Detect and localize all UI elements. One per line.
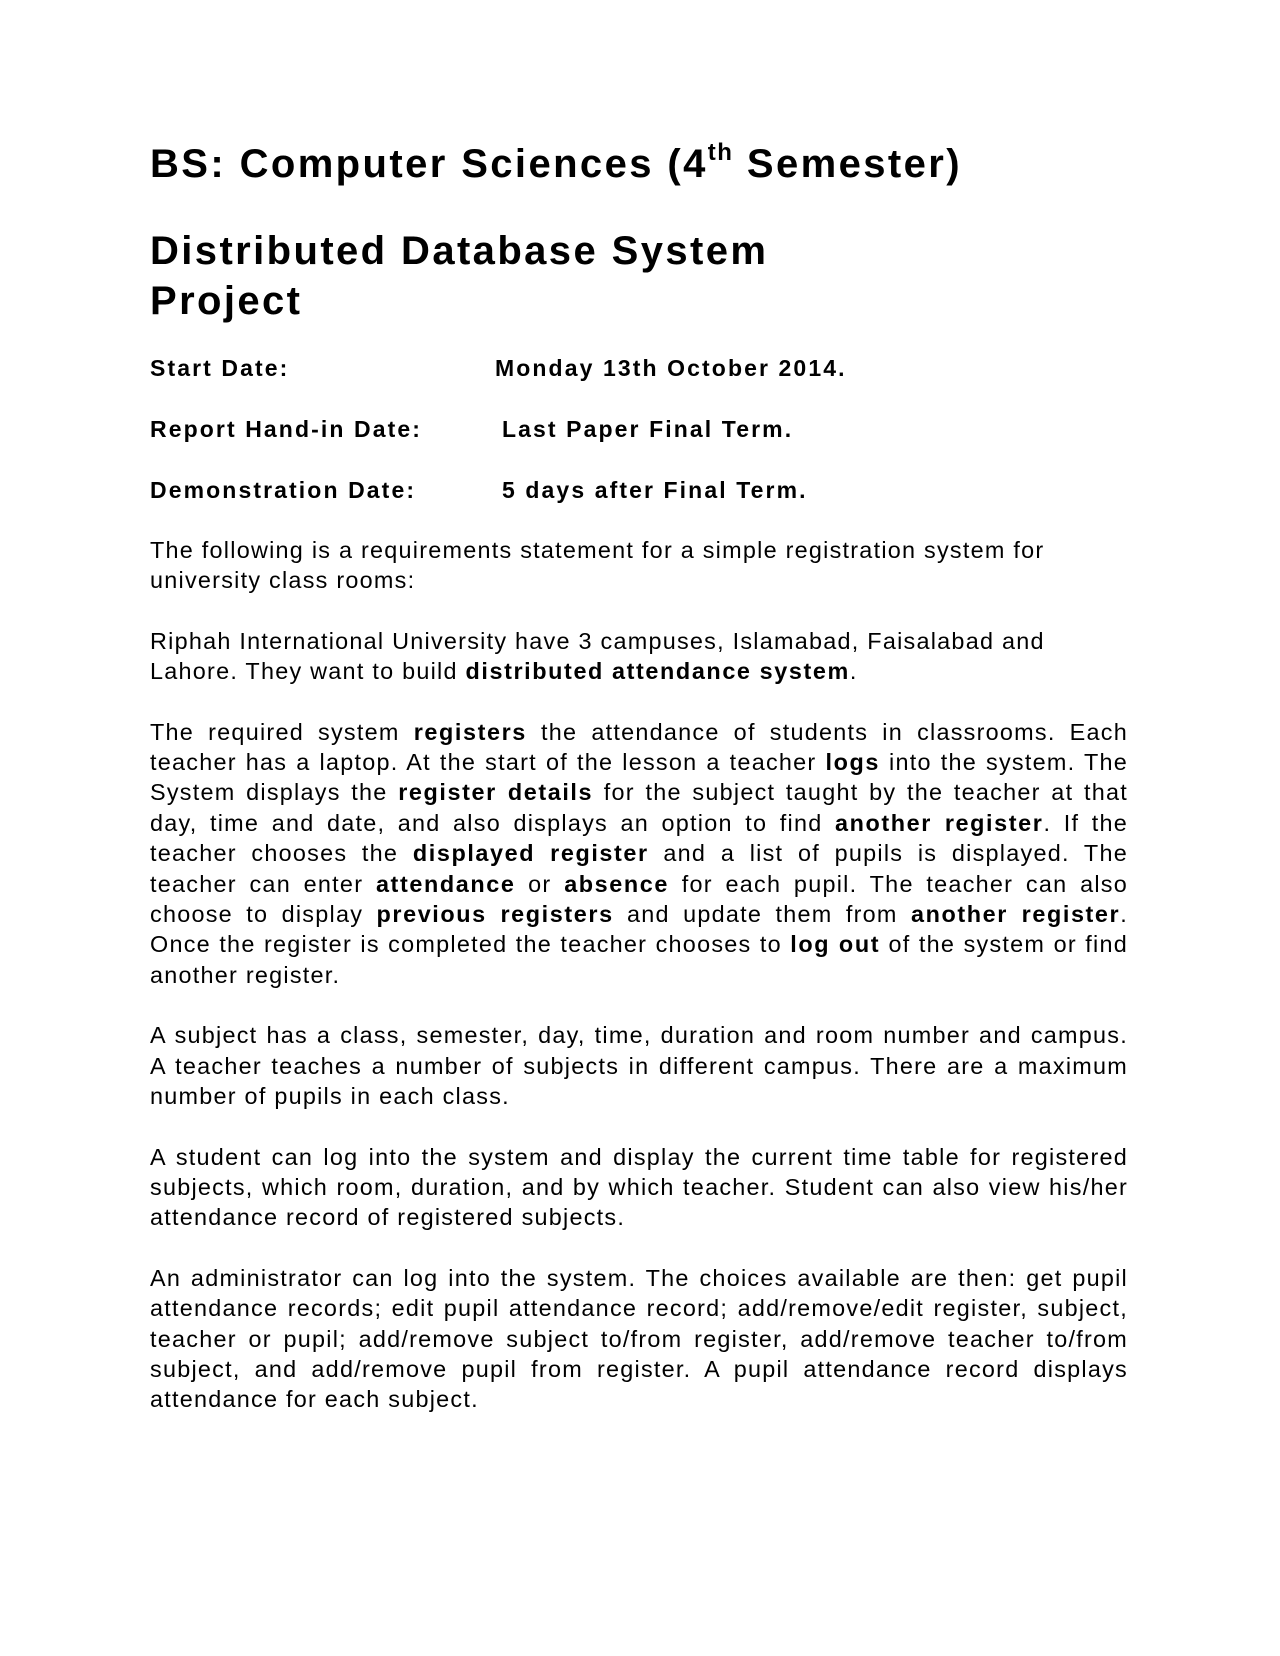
system-bold-8: previous registers xyxy=(376,901,614,928)
system-text-10: . Once the register is completed the teacher chooses to xyxy=(150,901,1128,958)
admin-paragraph: An administrator can log into the system. The choices available are then: get pupil attendance records; edit pupil attendance record; add/remove/edit register, subject, teacher or pupil; add/remove subject to/from register, add/remove teacher to/from subject, and add/remove pupil from register. A pupil attendance record displays attendance for each subject. xyxy=(150,1264,1128,1413)
system-text-4: for the subject taught by the teacher at that day, time and date, and also displays an option to find xyxy=(150,779,1128,836)
title-superscript: th xyxy=(707,139,734,166)
student-paragraph: A student can log into the system and display the current time table for registered subjects, which room, duration, and by which teacher. Student can also view his/her attendance record of registered subjects. xyxy=(150,1143,1128,1231)
report-date-row xyxy=(150,413,1128,445)
system-paragraph xyxy=(150,717,1128,991)
document-title xyxy=(150,138,1128,190)
start-date-label: Start Date: xyxy=(150,355,290,381)
riphah-text-1: Riphah International University have 3 campuses, Islamabad, Faisalabad and Lahore. They want to build xyxy=(150,627,1045,685)
report-date-value: Last Paper Final Term. xyxy=(502,416,794,442)
report-date-label: Report Hand-in Date: xyxy=(150,416,422,442)
system-text-5: . If the teacher chooses the xyxy=(150,809,1129,867)
system-bold-6: attendance xyxy=(375,870,516,897)
system-bold-2: logs xyxy=(825,749,880,776)
intro-paragraph: The following is a requirements statement for a simple registration system for university class rooms: xyxy=(150,537,1045,594)
system-bold-4: another register xyxy=(835,809,1044,836)
start-date-value: Monday 13th October 2014. xyxy=(495,355,847,381)
system-text-1: The required system xyxy=(150,718,414,745)
title-end: Semester) xyxy=(733,142,962,186)
system-bold-10: log out xyxy=(790,931,881,958)
subtitle-line-2: Project xyxy=(150,279,303,323)
subject-paragraph: A subject has a class, semester, day, time, duration and room number and campus. A teacher teaches a number of subjects in different campus. There are a maximum number of pupils in each class. xyxy=(150,1022,1128,1110)
document-subtitle xyxy=(150,226,870,326)
system-text-2: the attendance of students in classrooms. Each teacher has a laptop. At the start of the lesson a teacher xyxy=(150,718,1128,776)
system-bold-3: register details xyxy=(398,779,594,806)
riphah-paragraph xyxy=(150,626,1128,687)
system-bold-7: absence xyxy=(564,870,670,897)
system-bold-5: displayed register xyxy=(412,840,649,867)
title-main: BS: Computer Sciences (4 xyxy=(150,142,708,186)
system-text-8: for each pupil. The teacher can also choose to display xyxy=(150,870,1128,928)
system-text-9: and update them from xyxy=(613,901,911,928)
system-text-11: of the system or find another register. xyxy=(150,931,1128,988)
dates-section xyxy=(150,352,1128,506)
document-content xyxy=(150,138,1128,1445)
demo-date-value: 5 days after Final Term. xyxy=(502,477,808,503)
system-text-6: and a list of pupils is displayed. The teacher can enter xyxy=(150,840,1128,897)
demo-date-row xyxy=(150,474,1128,506)
subtitle-line-1: Distributed Database System xyxy=(150,229,769,273)
system-bold-1: registers xyxy=(413,718,527,745)
system-bold-9: another register xyxy=(910,901,1121,928)
start-date-row xyxy=(150,352,1128,384)
demo-date-label: Demonstration Date: xyxy=(150,477,417,503)
riphah-bold-1: distributed attendance system xyxy=(465,658,850,685)
system-text-3: into the system. The System displays the xyxy=(150,749,1128,806)
riphah-text-2: . xyxy=(849,658,858,685)
system-text-7: or xyxy=(515,870,565,897)
